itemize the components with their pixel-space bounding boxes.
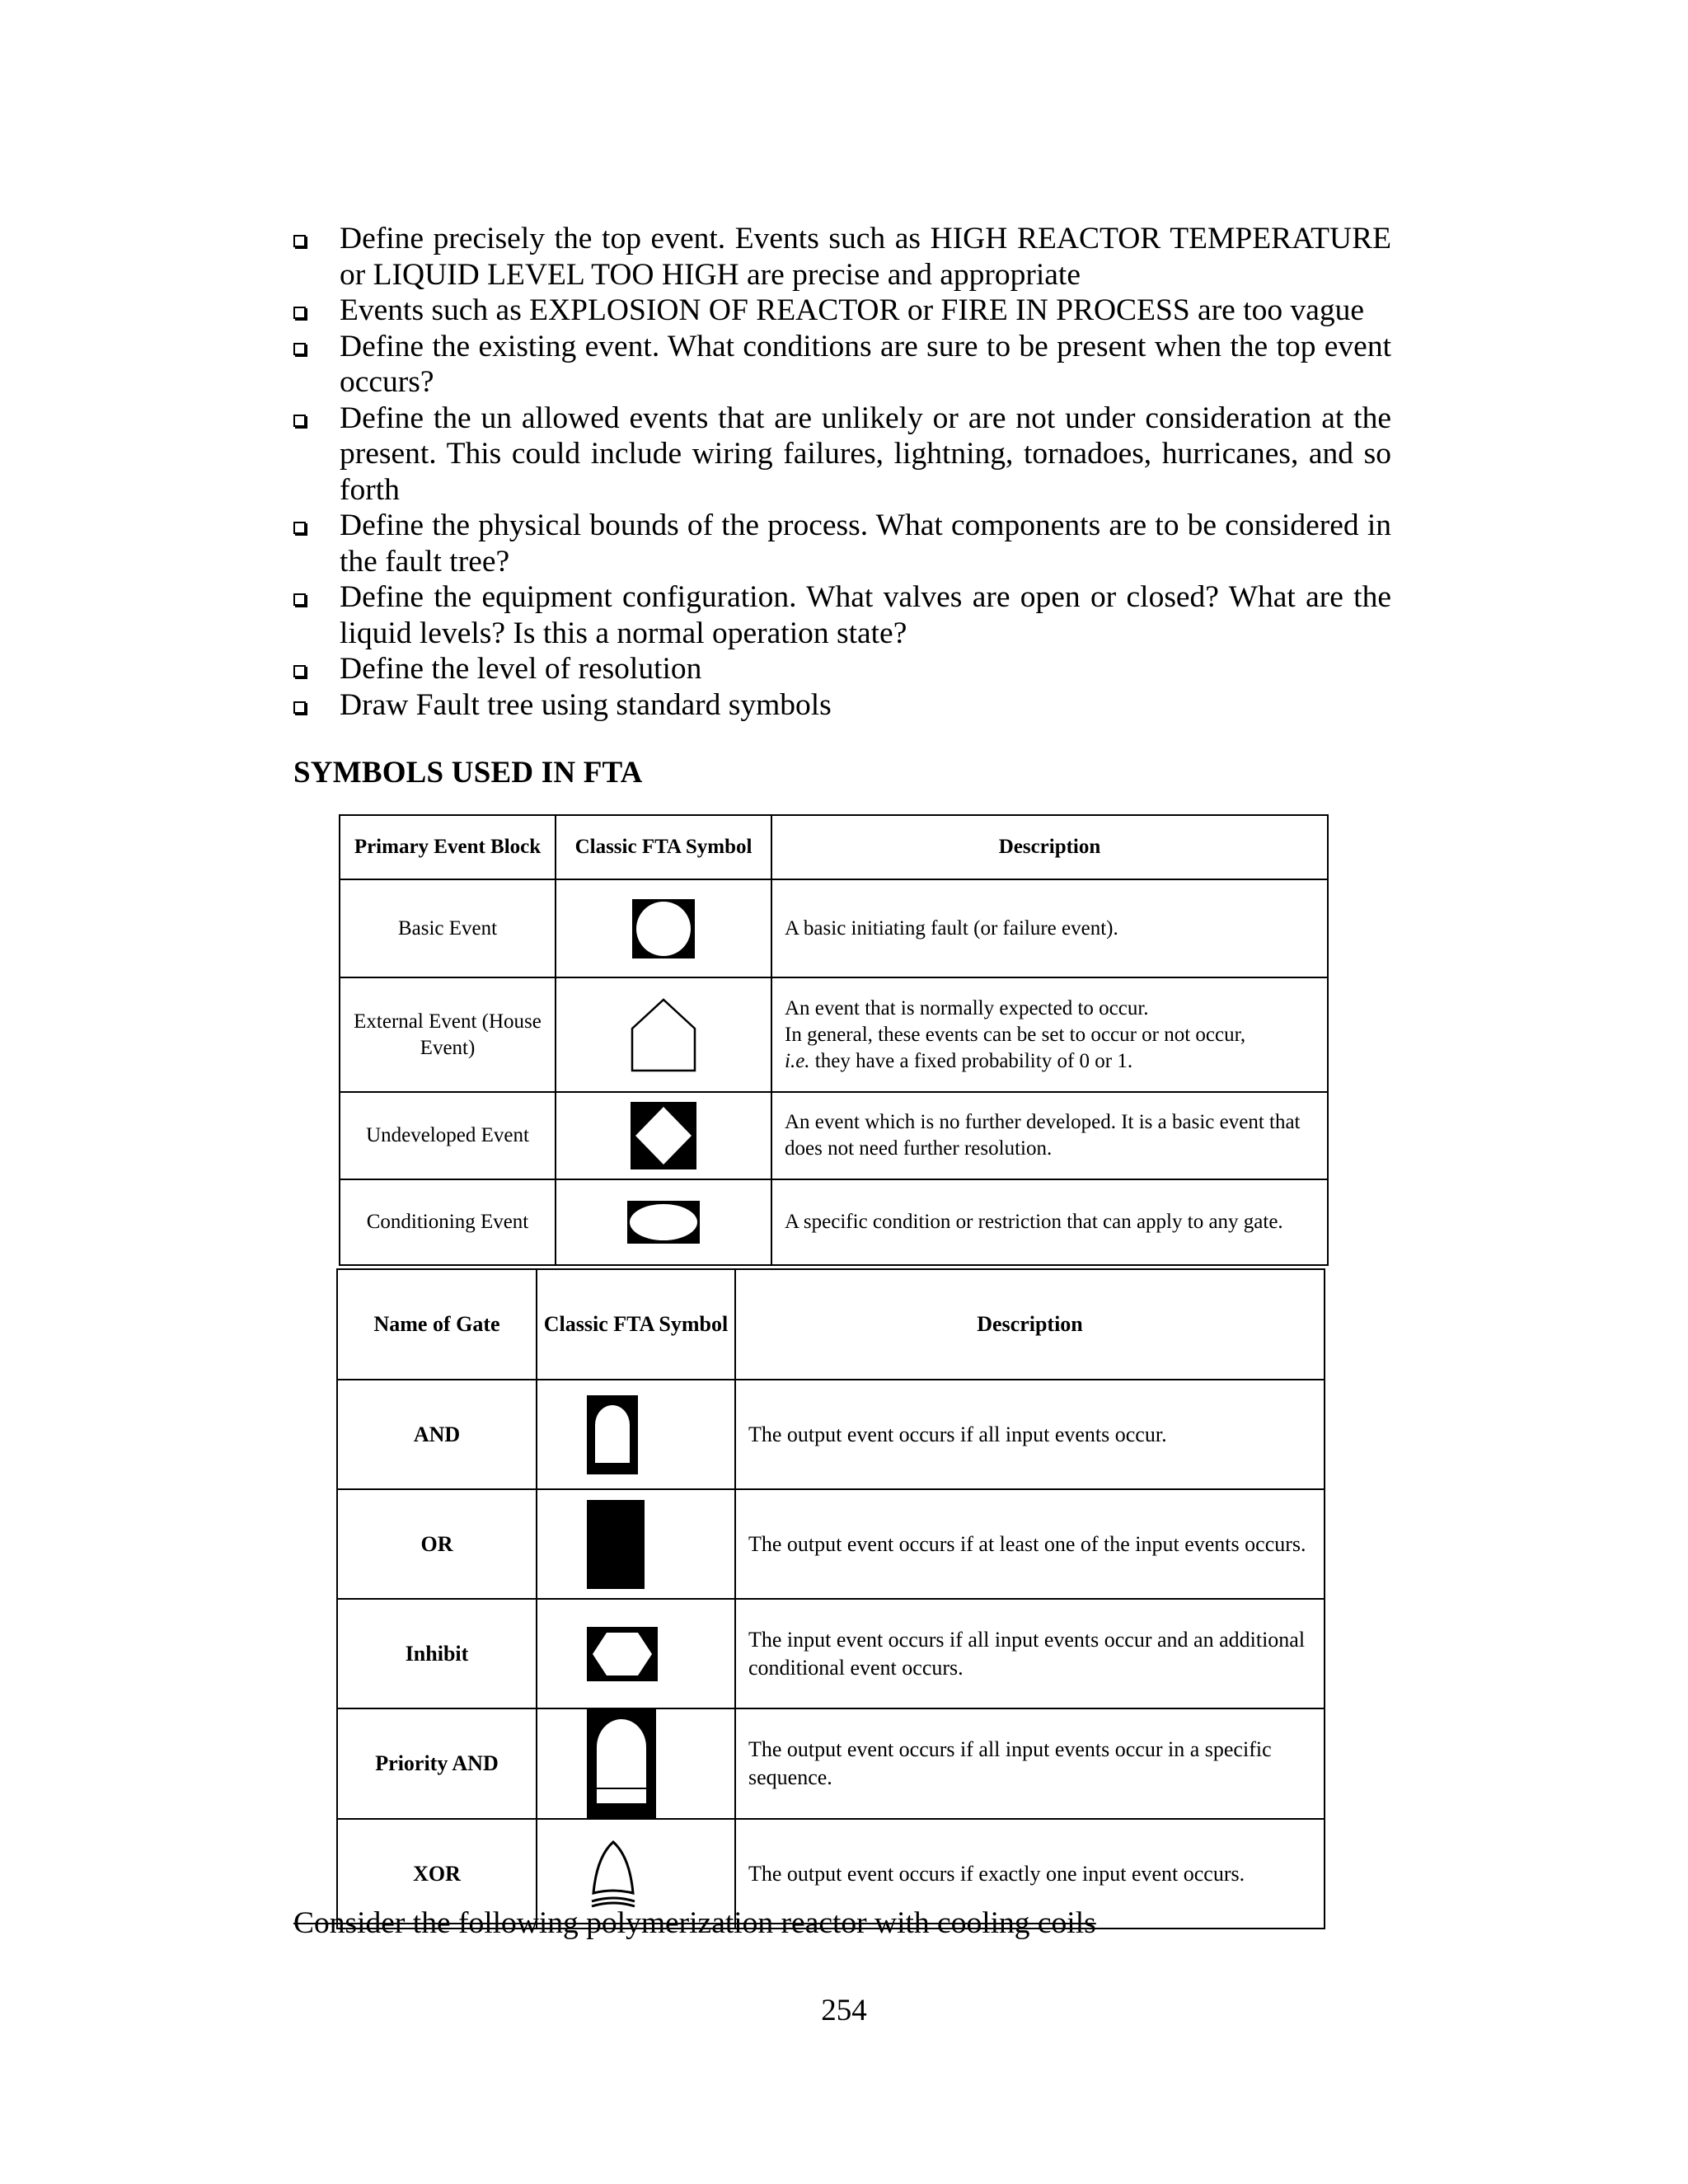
event-name: External Event (House Event) [340,977,556,1092]
event-description: A specific condition or restriction that can apply to any gate. [771,1179,1328,1265]
checkbox-bullet-icon [293,343,306,355]
event-name: Basic Event [340,879,556,977]
table-row [340,879,1328,977]
event-name: Conditioning Event [340,1179,556,1265]
symbol-cell [537,1708,735,1819]
priority-and-gate-icon [587,1709,656,1818]
bullet-item: Define precisely the top event. Events such as HIGH REACTOR TEMPERATURE or LIQUID LEVEL TOO HIGH are precise and appropriate [293,221,1391,293]
gate-name: OR [337,1489,537,1599]
table-row [337,1708,1325,1819]
gate-name: Priority AND [337,1708,537,1819]
checkbox-bullet-icon [293,593,306,606]
checkbox-bullet-icon [293,307,306,319]
bullet-item: Draw Fault tree using standard symbols [293,687,1391,724]
checkbox-bullet-icon [293,235,306,247]
symbol-cell [556,1179,771,1265]
bullet-item: Define the equipment configuration. What valves are open or closed? What are the liquid levels? Is this a normal operation state? [293,579,1391,651]
symbol-cell [556,977,771,1092]
bullet-list [293,221,1391,723]
checkbox-bullet-icon [293,701,306,714]
gate-name: XOR [337,1819,537,1929]
symbol-cell [537,1489,735,1599]
gate-name: AND [337,1380,537,1489]
table-row [340,1092,1328,1179]
event-description: A basic initiating fault (or failure event). [771,879,1328,977]
symbol-cell [537,1599,735,1708]
event-name: Undeveloped Event [340,1092,556,1179]
gate-name: Inhibit [337,1599,537,1708]
house-event-icon [629,997,698,1073]
table-row [337,1599,1325,1708]
checkbox-bullet-icon [293,665,306,677]
or-gate-icon [587,1500,645,1589]
table-row [340,977,1328,1092]
checkbox-bullet-icon [293,522,306,534]
trailing-paragraph: Consider the following polymerization reactor with cooling coils [293,1906,1096,1940]
xor-gate-icon [587,1839,640,1910]
column-header: Description [735,1269,1325,1380]
gate-description: The input event occurs if all input events occur and an additional conditional event occurs. [735,1599,1325,1708]
page-number: 254 [821,1994,867,2027]
table-row [340,1179,1328,1265]
column-header: Classic FTA Symbol [556,815,771,879]
bullet-item: Define the existing event. What conditions are sure to be present when the top event occurs? [293,329,1391,401]
gates-table [336,1268,1325,1929]
inhibit-gate-icon [587,1627,658,1681]
and-gate-icon [587,1395,638,1474]
column-header: Classic FTA Symbol [537,1269,735,1380]
bullet-item: Define the level of resolution [293,651,1391,687]
ellipse-icon [627,1201,700,1244]
basic-event-circle-icon [632,899,695,958]
section-heading: SYMBOLS USED IN FTA [293,756,643,790]
gate-description: The output event occurs if at least one of the input events occurs. [735,1489,1325,1599]
table-header-row [340,815,1328,879]
symbol-cell [556,879,771,977]
table-row [337,1489,1325,1599]
gate-description: The output event occurs if all input events occur. [735,1380,1325,1489]
column-header: Description [771,815,1328,879]
gate-description: The output event occurs if all input events occur in a specific sequence. [735,1708,1325,1819]
checkbox-bullet-icon [293,415,306,427]
primary-events-table [339,814,1329,1266]
symbol-cell [537,1380,735,1489]
bullet-item: Events such as EXPLOSION OF REACTOR or FIRE IN PROCESS are too vague [293,293,1391,329]
bullet-item: Define the un allowed events that are unlikely or are not under consideration at the present. This could include wiring failures, lightning, tornadoes, hurricanes, and so forth [293,401,1391,509]
table-header-row [337,1269,1325,1380]
event-description: An event which is no further developed. It is a basic event that does not need further resolution. [771,1092,1328,1179]
table-row [337,1380,1325,1489]
bullet-item: Define the physical bounds of the process. What components are to be considered in the fault tree? [293,508,1391,579]
diamond-icon [631,1102,696,1169]
gate-description: The output event occurs if exactly one input event occurs. [735,1819,1325,1929]
symbol-cell [556,1092,771,1179]
event-description: An event that is normally expected to occur. In general, these events can be set to occur or not occur, i.e. they have a fixed probability of 0 or 1. [771,977,1328,1092]
column-header: Primary Event Block [340,815,556,879]
column-header: Name of Gate [337,1269,537,1380]
